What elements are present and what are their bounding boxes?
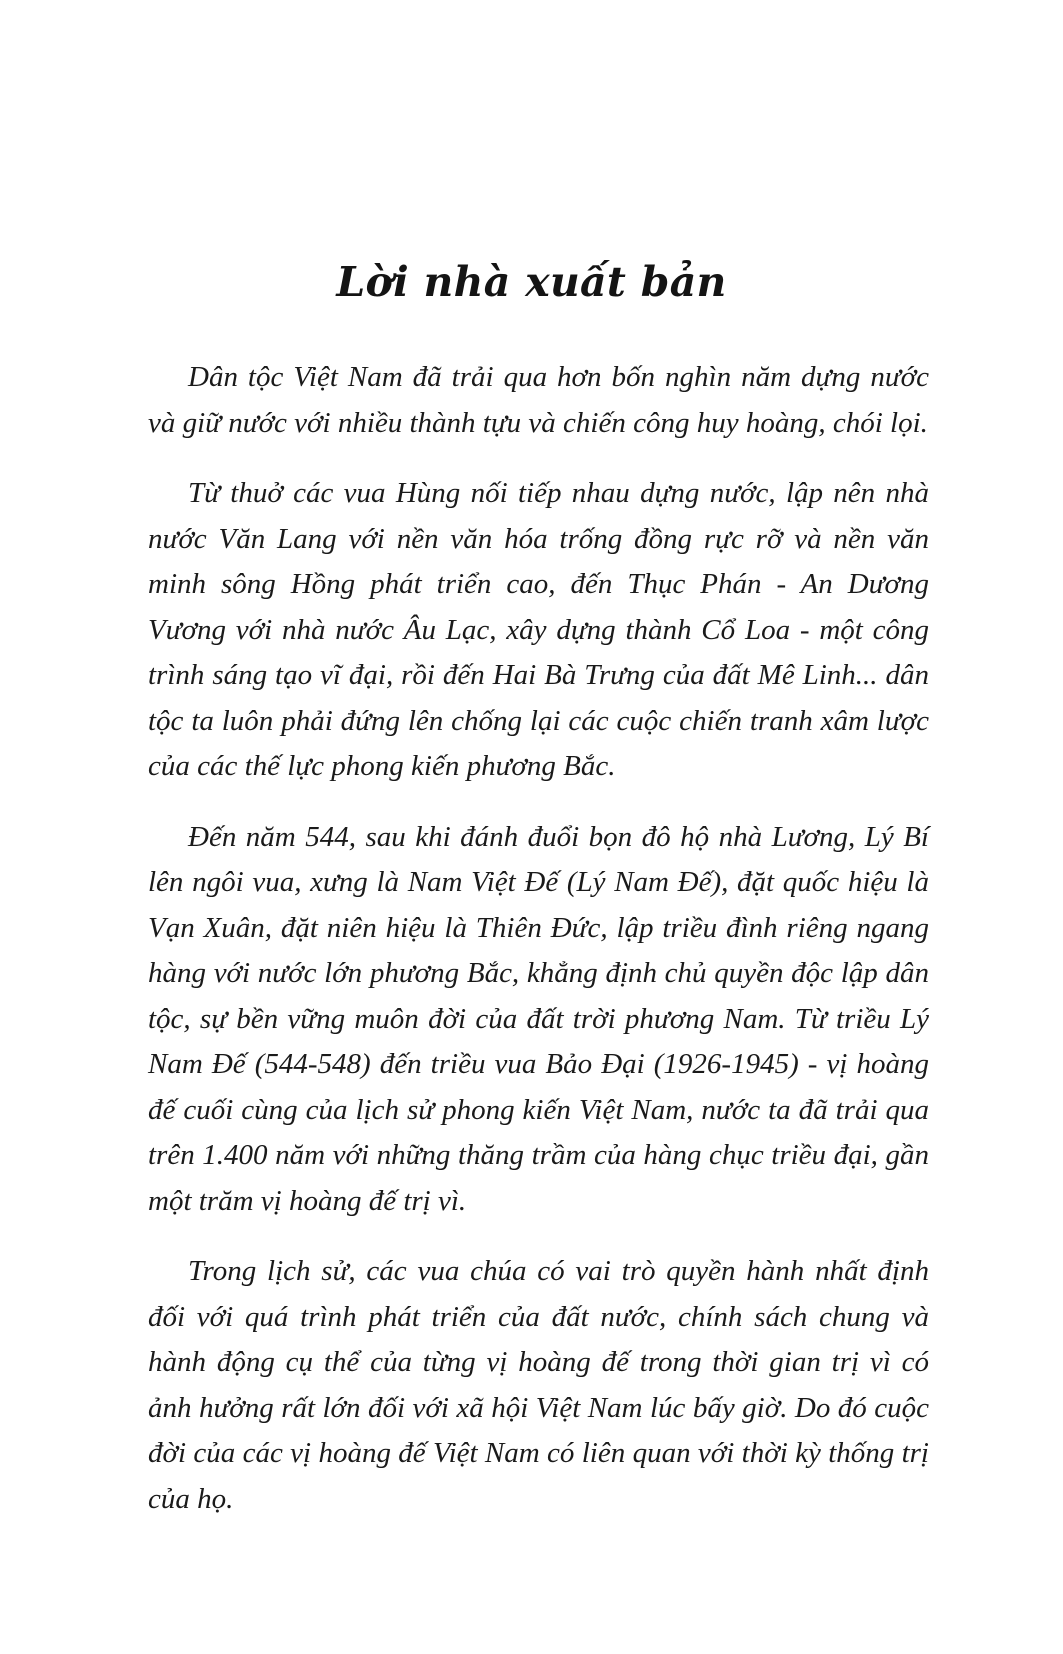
- paragraph-4: Trong lịch sử, các vua chúa có vai trò quyền hành nhất định đối với quá trình phát triển của đất nước, chính sách chung và hành động cụ thể của từng vị hoàng đế trong thời gian trị vì có ảnh hưởng rất lớn đối với xã hội Việt Nam lúc bấy giờ. Do đó cuộc đời của các vị hoàng đế Việt Nam có liên quan với thời kỳ thống trị của họ.: [148, 1255, 929, 1515]
- body-text: [148, 355, 929, 1547]
- page-title: Lời nhà xuất bản: [336, 258, 727, 306]
- paragraph-3: Đến năm 544, sau khi đánh đuổi bọn đô hộ nhà Lương, Lý Bí lên ngôi vua, xưng là Nam Việt Đế (Lý Nam Đế), đặt quốc hiệu là Vạn Xuân, đặt niên hiệu là Thiên Đức, lập triều đình riêng ngang hàng với nước lớn phương Bắc, khẳng định chủ quyền độc lập dân tộc, sự bền vững muôn đời của đất trời phương Nam. Từ triều Lý Nam Đế (544-548) đến triều vua Bảo Đại (1926-1945) - vị hoàng đế cuối cùng của lịch sử phong kiến Việt Nam, nước ta đã trải qua trên 1.400 năm với những thăng trầm của hàng chục triều đại, gần một trăm vị hoàng đế trị vì.: [148, 820, 929, 1217]
- paragraph-1: Dân tộc Việt Nam đã trải qua hơn bốn nghìn năm dựng nước và giữ nước với nhiều thành tựu và chiến công huy hoàng, chói lọi.: [148, 361, 929, 439]
- paragraph-2: Từ thuở các vua Hùng nối tiếp nhau dựng nước, lập nên nhà nước Văn Lang với nền văn hóa trống đồng rực rỡ và nền văn minh sông Hồng phát triển cao, đến Thục Phán - An Dương Vương với nhà nước Âu Lạc, xây dựng thành Cổ Loa - một công trình sáng tạo vĩ đại, rồi đến Hai Bà Trưng của đất Mê Linh... dân tộc ta luôn phải đứng lên chống lại các cuộc chiến tranh xâm lược của các thế lực phong kiến phương Bắc.: [148, 477, 929, 782]
